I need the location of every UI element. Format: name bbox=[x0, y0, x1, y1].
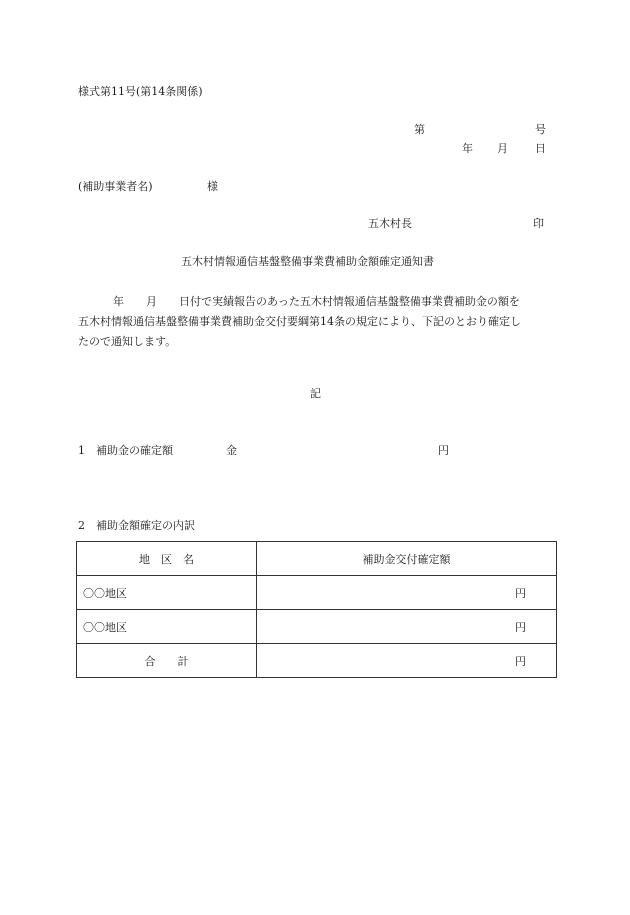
row-area: 〇〇地区 bbox=[77, 610, 257, 644]
total-label: 合 計 bbox=[77, 644, 257, 678]
date-month: 月 bbox=[497, 142, 508, 155]
document-number-suffix: 号 bbox=[535, 123, 546, 136]
breakdown-table bbox=[76, 541, 557, 678]
body-line-2: 五木村情報通信基盤整備事業費補助金交付要綱第14条の規定により、下記のとおり確定し bbox=[78, 315, 521, 328]
table-total-row bbox=[77, 644, 557, 678]
body-line-1: 年 月 日付で実績報告のあった五木村情報通信基盤整備事業費補助金の額を bbox=[113, 295, 520, 308]
header-amount: 補助金交付確定額 bbox=[256, 542, 556, 576]
row-area: 〇〇地区 bbox=[77, 576, 257, 610]
body-paragraph bbox=[78, 292, 558, 352]
seal-mark: 印 bbox=[533, 217, 544, 230]
table-row bbox=[77, 576, 557, 610]
row-amount-unit: 円 bbox=[256, 610, 556, 644]
date-day: 日 bbox=[535, 142, 546, 155]
form-number-label: 様式第11号(第14条関係) bbox=[78, 85, 203, 98]
ki-heading: 記 bbox=[310, 387, 321, 400]
issuer-name: 五木村長 bbox=[368, 217, 412, 230]
document-number-prefix: 第 bbox=[414, 123, 425, 136]
item1-unit: 円 bbox=[438, 444, 449, 457]
addressee-honorific: 様 bbox=[207, 180, 218, 193]
addressee-name: (補助事業者名) bbox=[78, 180, 153, 193]
date-year: 年 bbox=[462, 142, 473, 155]
header-area: 地 区 名 bbox=[77, 542, 257, 576]
document-title: 五木村情報通信基盤整備事業費補助金額確定通知書 bbox=[181, 255, 434, 268]
item2-label: 2 補助金額確定の内訳 bbox=[78, 519, 195, 532]
table-row bbox=[77, 610, 557, 644]
table-header-row bbox=[77, 542, 557, 576]
item1-label: 1 補助金の確定額 bbox=[78, 444, 173, 457]
item1-prefix: 金 bbox=[226, 444, 237, 457]
body-line-3: たので通知します。 bbox=[78, 335, 177, 348]
total-amount-unit: 円 bbox=[256, 644, 556, 678]
row-amount-unit: 円 bbox=[256, 576, 556, 610]
